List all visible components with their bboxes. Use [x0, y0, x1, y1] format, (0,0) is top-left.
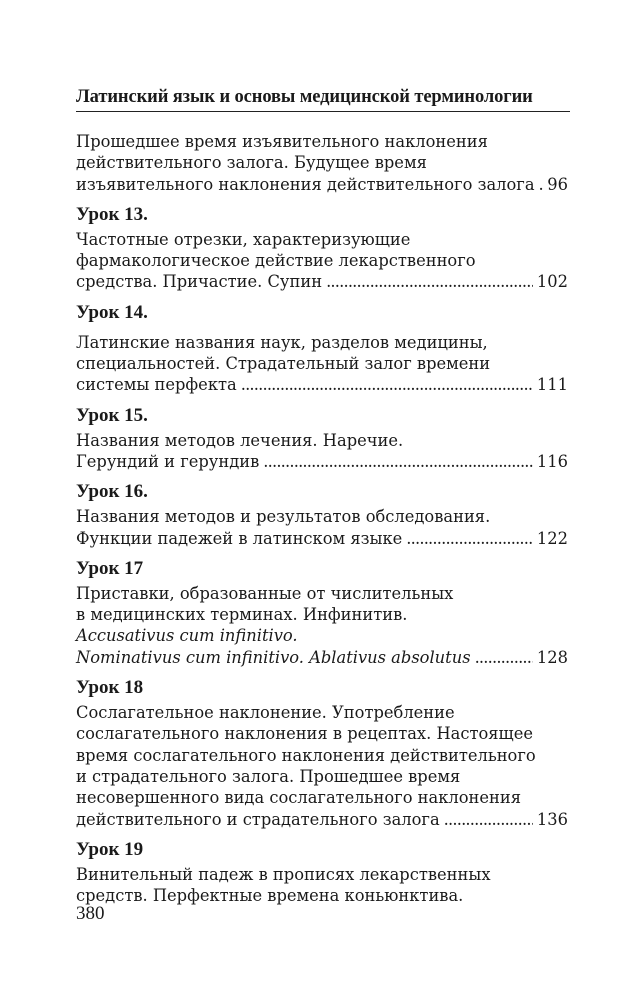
entry-last-line: [76, 451, 568, 472]
entry-last-line: [76, 809, 568, 830]
entry-line: Сослагательное наклонение. Употребление: [76, 703, 455, 723]
dot-leader: [326, 271, 533, 292]
dot-leader: [263, 451, 533, 472]
running-header: Латинский язык и основы медицинской терминологии: [76, 86, 570, 112]
entry-line: Названия методов лечения. Наречие.: [76, 430, 404, 450]
entry-line: Латинские названия наук, разделов медицины,: [76, 332, 488, 352]
entry-text: Nominativus cum infinitivo. Ablativus absolutus: [76, 647, 471, 667]
dot-leader: [406, 528, 533, 549]
lesson-heading: Урок 16.: [76, 481, 148, 503]
entry-page-number: 111: [536, 375, 568, 395]
entry-line: Винительный падеж в прописях лекарственных: [76, 864, 491, 884]
dot-leader: [444, 809, 533, 830]
entry-line: Приставки, образованные от числительных: [76, 583, 454, 603]
entry-page-number: 96: [547, 174, 568, 194]
lesson-heading: Урок 13.: [76, 203, 148, 225]
dot-leader: [241, 374, 533, 395]
lesson-heading: Урок 18: [76, 677, 144, 699]
entry-text: изъявительного наклонения действительного залога: [76, 174, 535, 194]
lesson-heading: Урок 17: [76, 557, 144, 579]
entry-page-number: 116: [536, 451, 568, 471]
entry-text: Функции падежей в латинском языке: [76, 528, 403, 548]
entry-text: Герундий и герундив: [76, 451, 260, 471]
entry-page-number: 128: [536, 647, 568, 667]
toc-entry: [76, 430, 568, 473]
entry-last-line: [76, 174, 568, 195]
toc-entry: [76, 229, 568, 293]
table-of-contents: [76, 131, 568, 906]
dot-leader: [539, 174, 544, 195]
entry-page-number: 136: [536, 809, 568, 829]
toc-entry: [76, 583, 568, 668]
toc-entry: [76, 332, 568, 396]
entry-line-latin: Accusativus cum infinitivo.: [76, 626, 298, 646]
entry-line: в медицинских терминах. Инфинитив.: [76, 605, 408, 625]
page-number: 380: [76, 903, 105, 924]
entry-line: специальностей. Страдательный залог времени: [76, 354, 491, 374]
entry-line: несовершенного вида сослагательного наклонения: [76, 788, 522, 808]
entry-line: фармакологическое действие лекарственного: [76, 251, 476, 271]
dot-leader: [475, 647, 533, 668]
lesson-heading: Урок 19: [76, 838, 144, 860]
entry-line: Названия методов и результатов обследования.: [76, 507, 491, 527]
entry-last-line: [76, 647, 568, 668]
toc-entry: [76, 702, 568, 830]
entry-line: сослагательного наклонения в рецептах. Настоящее: [76, 724, 533, 744]
toc-entry: [76, 506, 568, 549]
entry-line: Частотные отрезки, характеризующие: [76, 229, 411, 249]
lesson-heading: Урок 14.: [76, 301, 148, 323]
toc-entry: [76, 131, 568, 195]
entry-last-line: [76, 271, 568, 292]
entry-line: действительного залога. Будущее время: [76, 153, 427, 173]
entry-text: системы перфекта: [76, 375, 237, 395]
entry-line: и страдательного залога. Прошедшее время: [76, 766, 461, 786]
toc-entry: [76, 864, 568, 907]
entry-page-number: 122: [536, 528, 568, 548]
entry-text: действительного и страдательного залога: [76, 809, 440, 829]
lesson-heading: Урок 15.: [76, 404, 148, 426]
entry-last-line: [76, 528, 568, 549]
entry-last-line: [76, 374, 568, 395]
entry-page-number: 102: [536, 272, 568, 292]
entry-line: средств. Перфектные времена коньюнктива.: [76, 886, 464, 906]
entry-line: Прошедшее время изъявительного наклонения: [76, 132, 488, 151]
entry-line: время сослагательного наклонения действительного: [76, 745, 536, 765]
entry-text: средства. Причастие. Супин: [76, 272, 323, 292]
